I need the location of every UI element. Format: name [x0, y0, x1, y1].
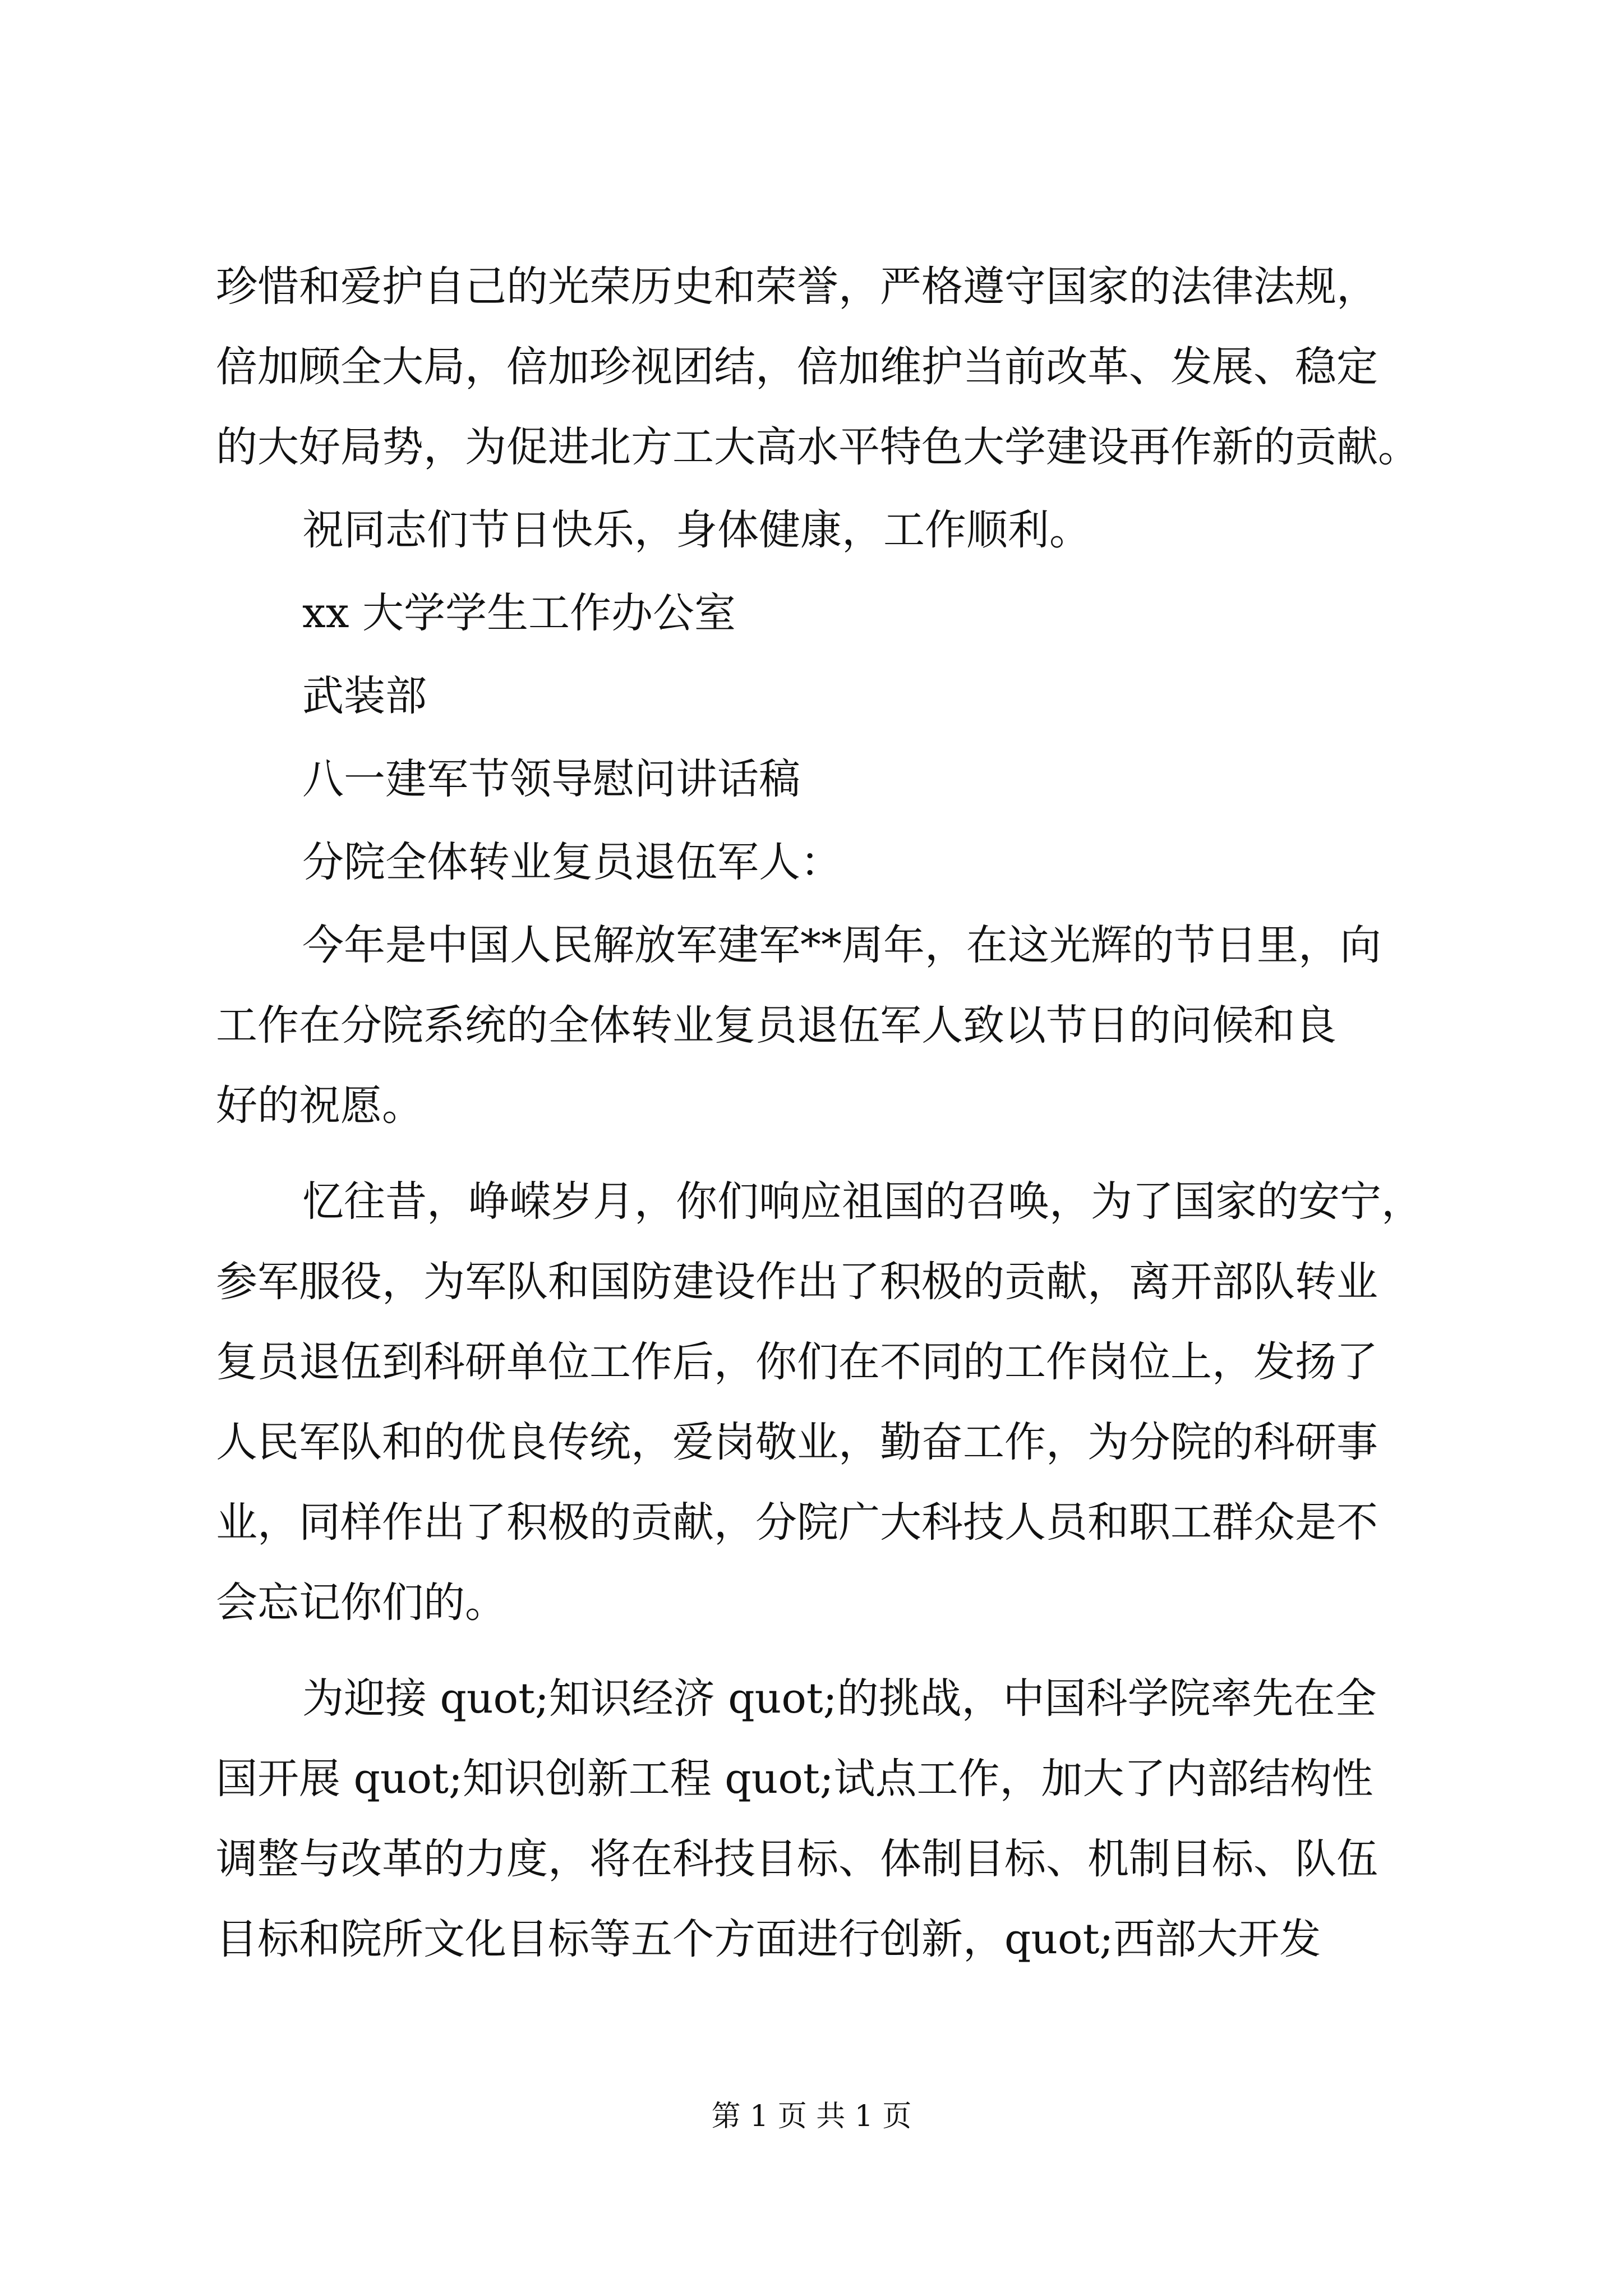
- salutation: 分院全体转业复员退伍军人：: [302, 838, 842, 886]
- paragraph-line: 会忘记你们的。: [216, 1579, 506, 1627]
- greeting-line: 祝同志们节日快乐，身体健康，工作顺利。: [302, 506, 1091, 554]
- paragraph-line: 忆往昔，峥嵘岁月，你们响应祖国的召唤，为了国家的安宁，: [302, 1177, 1423, 1226]
- paragraph-line: 倍加顾全大局，倍加珍视团结，倍加维护当前改革、发展、稳定: [216, 343, 1378, 391]
- speech-title: 八一建军节领导慰问讲话稿: [302, 755, 800, 803]
- paragraph-line: 为迎接 quot;知识经济 quot;的挑战，中国科学院率先在全: [302, 1674, 1377, 1723]
- signature-department: 武装部: [302, 672, 427, 720]
- paragraph-line: 好的祝愿。: [216, 1082, 423, 1130]
- signature-office: xx 大学学生工作办公室: [302, 589, 736, 637]
- document-body: [216, 247, 1427, 1980]
- paragraph-line: 复员退伍到科研单位工作后，你们在不同的工作岗位上，发扬了: [216, 1338, 1378, 1386]
- paragraph-line: 国开展 quot;知识创新工程 quot;试点工作，加大了内部结构性: [216, 1755, 1373, 1803]
- paragraph-line: 工作在分院系统的全体转业复员退伍军人致以节日的问候和良: [216, 1001, 1336, 1050]
- paragraph-line: 的大好局势，为促进北方工大高水平特色大学建设再作新的贡献。: [216, 423, 1419, 471]
- paragraph-line: 今年是中国人民解放军建军**周年，在这光辉的节日里，向: [302, 921, 1381, 969]
- paragraph-line: 调整与改革的力度，将在科技目标、体制目标、机制目标、队伍: [216, 1835, 1378, 1883]
- paragraph-line: 人民军队和的优良传统，爱岗敬业，勤奋工作，为分院的科研事: [216, 1418, 1378, 1466]
- paragraph-line: 业，同样作出了积极的贡献，分院广大科技人员和职工群众是不: [216, 1498, 1378, 1547]
- paragraph-line: 珍惜和爱护自己的光荣历史和荣誉，严格遵守国家的法律法规，: [216, 263, 1378, 311]
- paragraph-line: 目标和院所文化目标等五个方面进行创新，quot;西部大开发: [216, 1915, 1321, 1963]
- paragraph-line: 参军服役，为军队和国防建设作出了积极的贡献，离开部队转业: [216, 1258, 1378, 1306]
- page-footer: 第 1 页 共 1 页: [711, 2100, 912, 2133]
